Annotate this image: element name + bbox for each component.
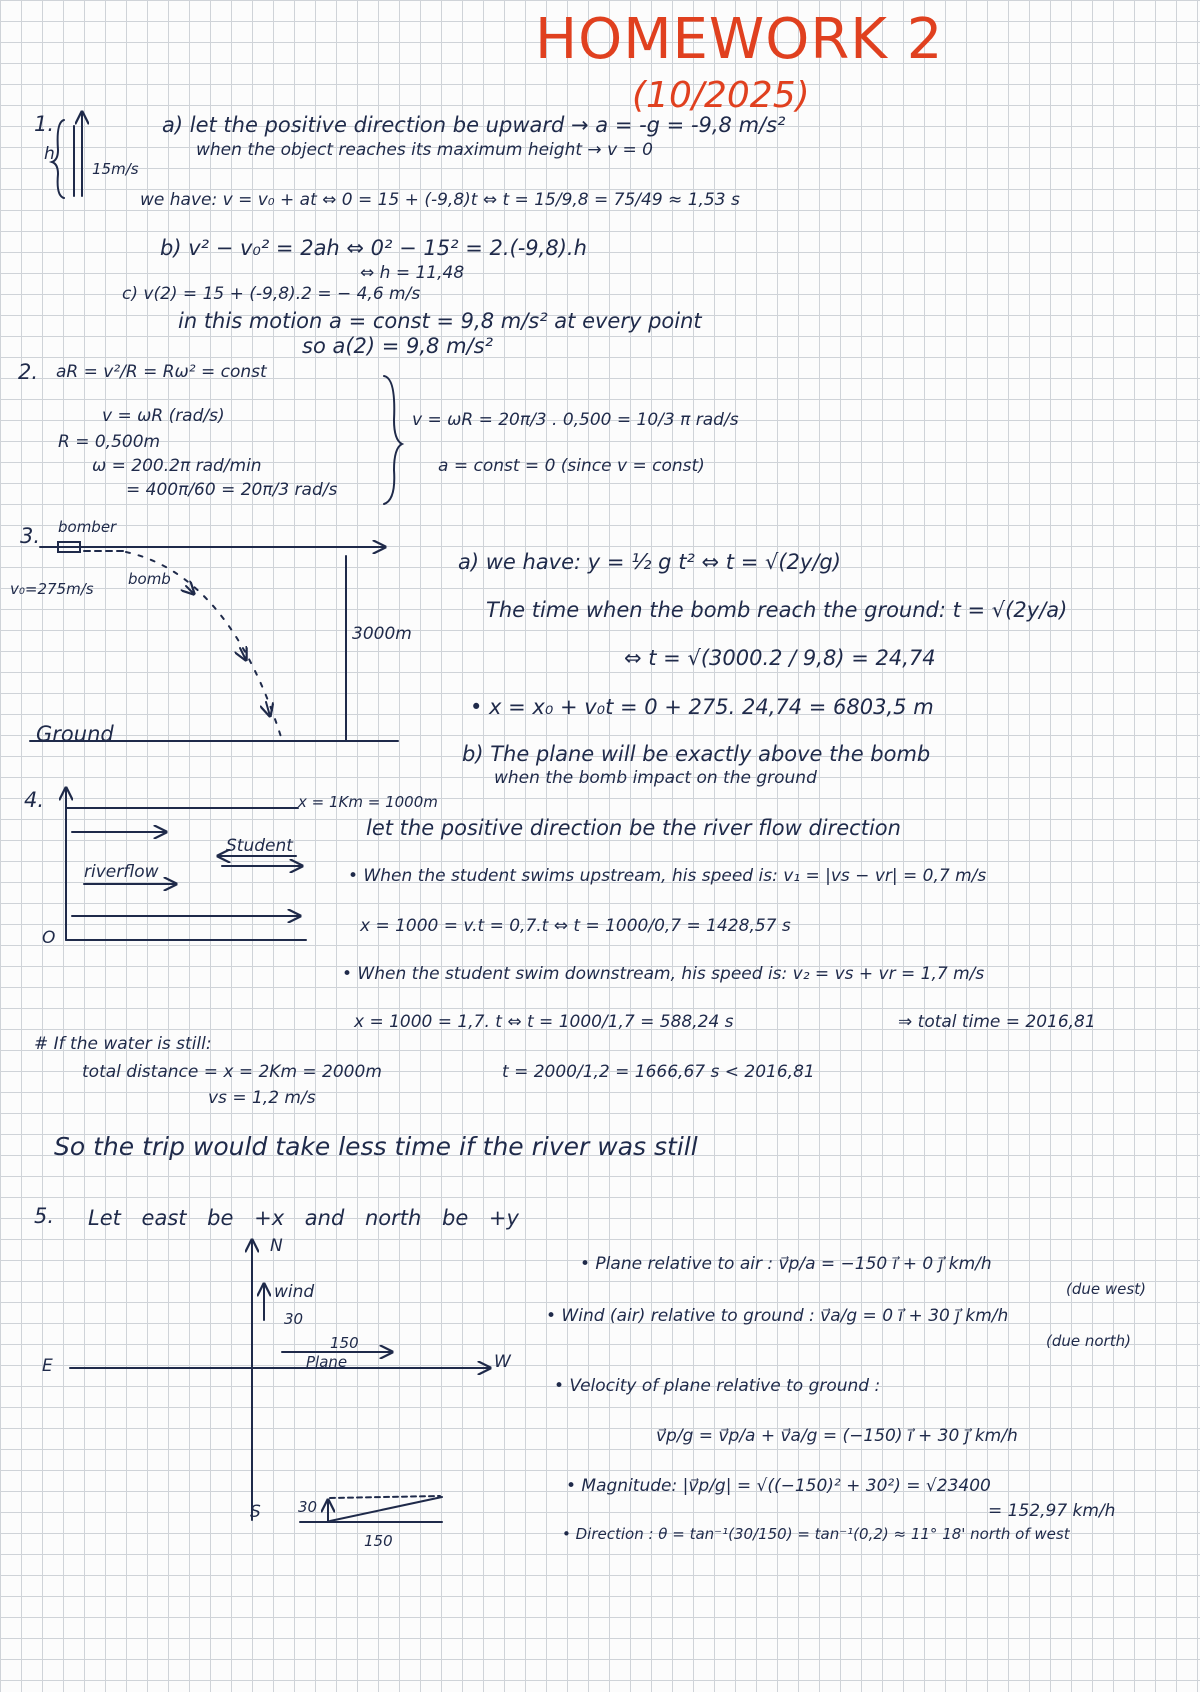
distance-label: x = 1Km = 1000m — [298, 793, 438, 811]
p4-line-9: t = 2000/1,2 = 1666,67 s < 2016,81 — [502, 1062, 815, 1082]
p2-line-5: = 400π/60 = 20π/3 rad/s — [126, 480, 338, 500]
p2-result-1: v = ωR = 20π/3 . 0,500 = 10/3 π rad/s — [412, 410, 739, 430]
p1-diagram — [52, 112, 82, 198]
p3-line-a1: a) we have: y = ½ g t² ⇔ t = √(2y/g) — [458, 550, 841, 574]
ground-label: Ground — [36, 722, 114, 746]
bomb-trajectory — [126, 552, 282, 740]
height-3000m-label: 3000m — [352, 624, 412, 644]
p1-line-a1: a) let the positive direction be upward → a = -g = -9,8 m/s² — [162, 113, 786, 137]
p4-line-1: let the positive direction be the river flow direction — [366, 816, 901, 840]
p2-line-4: ω = 200.2π rad/min — [92, 456, 262, 476]
p2-brace — [384, 376, 402, 504]
p1-line-c3: so a(2) = 9,8 m/s² — [302, 334, 493, 358]
problem-4-number: 4. — [24, 788, 45, 812]
p2-line-2: v = ωR (rad/s) — [102, 406, 225, 426]
p1-line-c1: c) v(2) = 15 + (-9,8).2 = − 4,6 m/s — [122, 284, 421, 304]
compass-south-label: S — [250, 1502, 261, 1522]
p4-line-7: total distance = x = 2Km = 2000m — [82, 1062, 382, 1082]
p3-line-b2: when the bomb impact on the ground — [494, 768, 817, 788]
p4-line-8: vs = 1,2 m/s — [208, 1088, 316, 1108]
p3-line-a3: ⇔ t = √(3000.2 / 9,8) = 24,74 — [624, 646, 936, 670]
bomb-arrow-1 — [186, 586, 194, 594]
p4-conclusion: So the trip would take less time if the river was still — [54, 1132, 698, 1161]
p5-line-2b: (due north) — [1046, 1332, 1131, 1350]
p5-diagram — [70, 1236, 490, 1522]
wind-value-label: 30 — [284, 1310, 304, 1328]
initial-speed-label: 15m/s — [92, 160, 139, 178]
p2-line-3: R = 0,500m — [58, 432, 161, 452]
problem-1-number: 1. — [34, 112, 55, 136]
p2-line-1: aR = v²/R = Rω² = const — [56, 362, 267, 382]
plane-value-label: 150 — [330, 1334, 359, 1352]
p1-line-a2: when the object reaches its maximum height → v = 0 — [196, 140, 653, 160]
p4-diagram — [66, 788, 306, 940]
p3-line-a2: The time when the bomb reach the ground: t = √(2y/a) — [486, 598, 1068, 622]
p4-line-3: x = 1000 = v.t = 0,7.t ⇔ t = 1000/0,7 = 1428,57 s — [360, 916, 791, 936]
p5-line-2: • Wind (air) relative to ground : v⃗a/g = 0 i⃗ + 30 j⃗ km/h — [546, 1306, 1009, 1326]
triangle-top — [330, 1496, 440, 1498]
bomber-label: bomber — [58, 518, 117, 536]
problem-2-number: 2. — [18, 360, 39, 384]
bomb-label: bomb — [128, 570, 171, 588]
p4-line-6: # If the water is still: — [34, 1034, 212, 1054]
p5-line-4: v⃗p/g = v⃗p/a + v⃗a/g = (−150) i⃗ + 30 j⃗ km/h — [656, 1426, 1018, 1446]
p3-diagram — [30, 542, 398, 741]
p5-line-6: • Direction : θ = tan⁻¹(30/150) = tan⁻¹(0,2) ≈ 11° 18' north of west — [562, 1525, 1070, 1543]
p5-line-3: • Velocity of plane relative to ground : — [554, 1376, 881, 1396]
p5-line-1b: (due west) — [1066, 1280, 1146, 1298]
compass-north-label: N — [270, 1236, 283, 1256]
p4-line-2: • When the student swims upstream, his speed is: v₁ = |vs − vr| = 0,7 m/s — [348, 866, 987, 886]
compass-east-label: E — [42, 1356, 53, 1376]
p1-line-a3: we have: v = v₀ + at ⇔ 0 = 15 + (-9,8)t ⇔ t = 15/9,8 = 75/49 ≈ 1,53 s — [140, 190, 740, 210]
bomb-arrow-3 — [266, 702, 270, 716]
p5-line-5: • Magnitude: |v⃗p/g| = √((−150)² + 30²) = √23400 — [566, 1476, 991, 1496]
p1-line-b1: b) v² − v₀² = 2ah ⇔ 0² − 15² = 2.(-9,8).h — [160, 236, 587, 260]
problem-5-number: 5. — [34, 1204, 55, 1228]
p1-line-b2: ⇔ h = 11,48 — [360, 263, 465, 283]
p5-line-5b: = 152,97 km/h — [988, 1501, 1116, 1521]
p4-line-4: • When the student swim downstream, his speed is: v₂ = vs + vr = 1,7 m/s — [342, 964, 985, 984]
p5-intro: Let east be +x and north be +y — [88, 1206, 519, 1230]
p3-line-b1: b) The plane will be exactly above the bomb — [462, 742, 931, 766]
triangle-resultant — [330, 1497, 442, 1521]
page-date: (10/2025) — [632, 75, 810, 116]
p4-line-5: x = 1000 = 1,7. t ⇔ t = 1000/1,7 = 588,24 s — [354, 1012, 734, 1032]
p5-line-1: • Plane relative to air : v⃗p/a = −150 i⃗ + 0 j⃗ km/h — [580, 1254, 992, 1274]
p1-height-brace — [52, 120, 64, 198]
student-label: Student — [226, 836, 293, 856]
origin-label: O — [42, 928, 56, 948]
compass-west-label: W — [494, 1352, 511, 1372]
p3-line-a4: • x = x₀ + v₀t = 0 + 275. 24,74 = 6803,5 m — [470, 695, 934, 719]
triangle-30-label: 30 — [298, 1498, 318, 1516]
problem-3-number: 3. — [20, 524, 41, 548]
p2-result-2: a = const = 0 (since v = const) — [438, 456, 705, 476]
wind-label: wind — [274, 1282, 315, 1302]
plane-label: Plane — [306, 1353, 348, 1371]
bomber-speed-label: v₀=275m/s — [10, 580, 94, 598]
p1-line-c2: in this motion a = const = 9,8 m/s² at every point — [178, 309, 702, 333]
triangle-150-label: 150 — [364, 1532, 393, 1550]
p4-total-time: ⇒ total time = 2016,81 — [898, 1012, 1096, 1032]
riverflow-label: riverflow — [84, 862, 159, 882]
page-title: HOMEWORK 2 — [535, 7, 944, 72]
height-label: h — [44, 144, 55, 164]
